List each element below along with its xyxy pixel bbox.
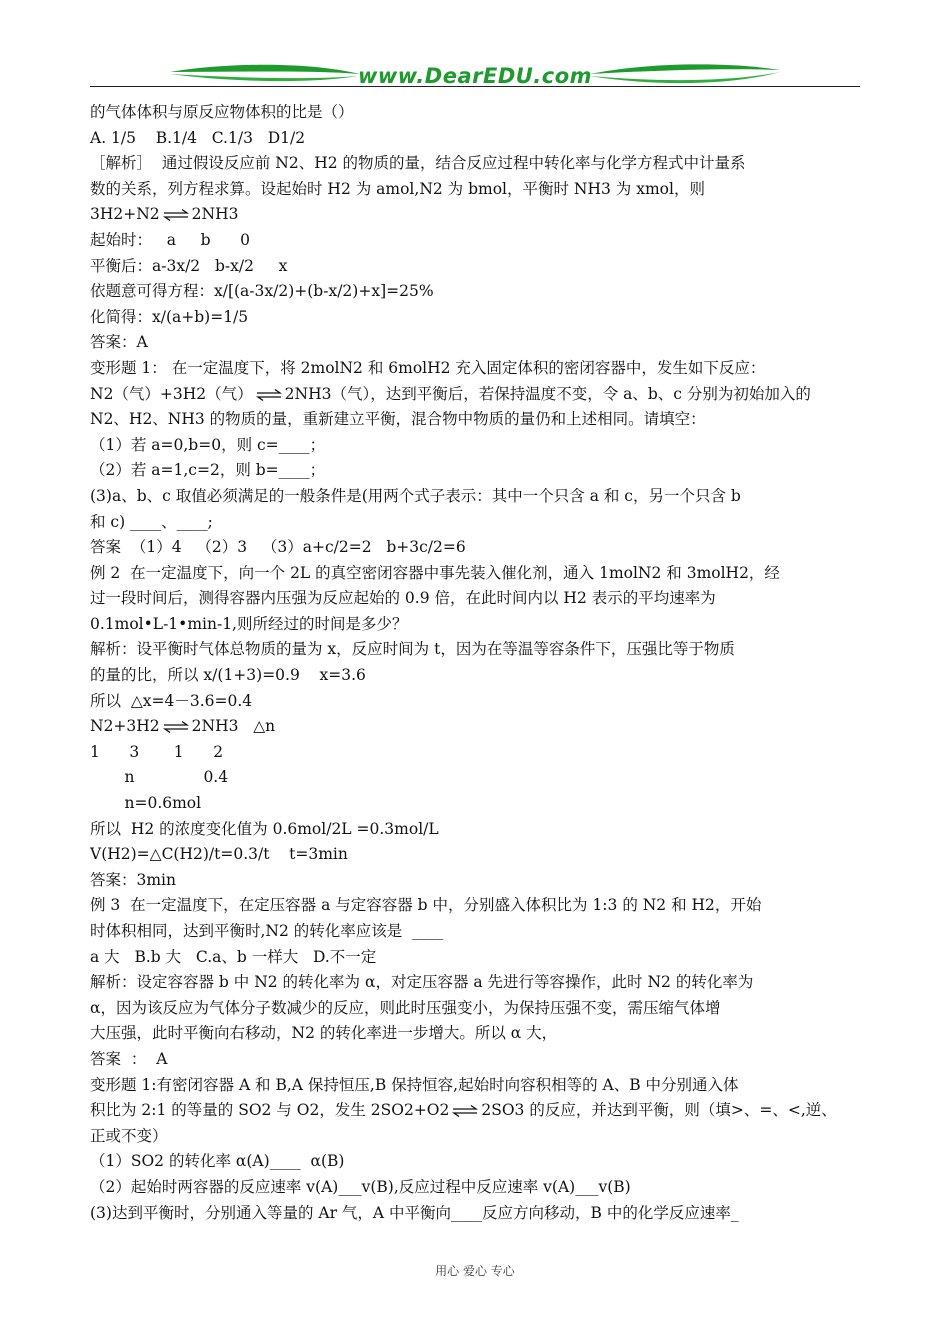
site-logo-text: www.DearEDU.com	[357, 64, 593, 88]
text-line	[90, 151, 862, 177]
text-segment: 变形题 1:有密闭容器 A 和 B,A 保持恒压,B 保持恒容,起始时向容积相等的 A、B 中分别通入体	[90, 1075, 739, 1094]
text-line	[90, 1175, 862, 1201]
text-segment: 的气体体积与原反应物体积的比是（）	[90, 103, 354, 121]
text-line	[90, 791, 862, 817]
text-line	[90, 126, 862, 152]
text-segment: 所以 H2 的浓度变化值为 0.6mol/2L =0.3mol/L	[90, 819, 439, 838]
text-segment: 起始时： a b 0	[90, 230, 251, 249]
text-line	[90, 612, 862, 638]
text-line	[90, 740, 862, 766]
text-segment: (3)a、b、c 取值必须满足的一般条件是(用两个式子表示：其中一个只含 a 和 c，另一个只含 b	[90, 486, 741, 505]
text-line	[90, 330, 862, 356]
text-line	[90, 1021, 862, 1047]
text-line	[90, 1124, 862, 1150]
text-segment: （2）若 a=1,c=2，则 b=____；	[90, 461, 326, 480]
text-segment: (3)达到平衡时，分别通入等量的 Ar 气，A 中平衡向____反应方向移动，B 中的化学反应速率_	[90, 1203, 739, 1222]
text-line	[90, 407, 862, 433]
text-line	[90, 433, 862, 459]
text-line	[90, 996, 862, 1022]
text-segment: 答案 （1）4 （2）3 （3）a+c/2=2 b+3c/2=6	[90, 538, 466, 557]
text-segment: ［解析］ 通过假设反应前 N2、H2 的物质的量，结合反应过程中转化率与化学方程式中计量系	[90, 154, 746, 173]
text-segment: 答案：3min	[90, 870, 176, 889]
text-line	[90, 970, 862, 996]
text-line	[90, 458, 862, 484]
text-line	[90, 1149, 862, 1175]
text-line	[90, 484, 862, 510]
equilibrium-arrow-icon	[162, 209, 190, 221]
text-line	[90, 919, 862, 945]
text-segment: 0.1mol•L-1•min-1,则所经过的时间是多少？	[90, 614, 408, 633]
text-segment: 积比为 2:1 的等量的 SO2 与 O2，发生 2SO2+O2	[90, 1101, 450, 1120]
text-line	[90, 100, 862, 126]
text-line	[90, 637, 862, 663]
text-line	[90, 382, 862, 408]
text-line	[90, 177, 862, 203]
text-line	[90, 893, 862, 919]
text-segment: 答案：A	[90, 333, 148, 352]
text-line	[90, 510, 862, 536]
text-segment: A. 1/5 B.1/4 C.1/3 D1/2	[90, 128, 306, 147]
document-body	[90, 100, 862, 1226]
text-segment: 解析：设平衡时气体总物质的量为 x，反应时间为 t，因为在等温等容条件下，压强比等于物质	[90, 640, 735, 659]
text-line	[90, 586, 862, 612]
text-segment: （2）起始时两容器的反应速率 v(A)___v(B),反应过程中反应速率 v(A)___v(B)	[90, 1177, 631, 1196]
text-segment: 所以 △x=4－3.6=0.4	[90, 691, 253, 710]
text-line	[90, 689, 862, 715]
text-segment: 平衡后：a-3x/2 b-x/2 x	[90, 256, 288, 275]
text-segment: N2、H2、NH3 的物质的量，重新建立平衡，混合物中物质的量仍和上述相同。请填空：	[90, 410, 706, 429]
text-segment: 2NH3	[191, 205, 239, 224]
text-segment: 例 3 在一定温度下，在定压容器 a 与定容容器 b 中，分别盛入体积比为 1:3 的 N2 和 H2，开始	[90, 896, 762, 915]
text-segment: N2+3H2	[90, 717, 160, 736]
text-segment: 2NH3 △n	[191, 717, 276, 736]
text-segment: n=0.6mol	[90, 794, 202, 813]
text-segment: V(H2)=△C(H2)/t=0.3/t t=3min	[90, 845, 348, 864]
text-segment: 正或不变）	[90, 1126, 168, 1145]
text-line	[90, 1073, 862, 1099]
text-line	[90, 945, 862, 971]
text-segment: 数的关系，列方程求算。设起始时 H2 为 amol,N2 为 bmol，平衡时 NH3 为 xmol，则	[90, 179, 705, 198]
text-line	[90, 254, 862, 280]
equilibrium-arrow-icon	[451, 1105, 479, 1117]
text-segment: a 大 B.b 大 C.a、b 一样大 D.不一定	[90, 947, 377, 966]
text-line	[90, 1047, 862, 1073]
text-segment: 时体积相同，达到平衡时,N2 的转化率应该是 ____	[90, 922, 444, 940]
text-line	[90, 356, 862, 382]
text-segment: α，因为该反应为气体分子数减少的反应，则此时压强变小，为保持压强不变，需压缩气体增	[90, 998, 721, 1017]
text-segment: 的量的比，所以 x/(1+3)=0.9 x=3.6	[90, 666, 366, 685]
text-segment: （1）SO2 的转化率 α(A)____ α(B)	[90, 1152, 345, 1171]
text-line	[90, 714, 862, 740]
text-segment: 1 3 1 2	[90, 742, 224, 761]
text-segment: N2（气）+3H2（气）	[90, 384, 253, 403]
text-line	[90, 1098, 862, 1124]
text-segment: 3H2+N2	[90, 205, 160, 224]
text-line	[90, 817, 862, 843]
text-segment: 例 2 在一定温度下，向一个 2L 的真空密闭容器中事先装入催化剂，通入 1molN2 和 3molH2，经	[90, 563, 780, 582]
text-segment: 依题意可得方程：x/[(a-3x/2)+(b-x/2)+x]=25%	[90, 282, 434, 301]
text-line	[90, 561, 862, 587]
text-line	[90, 279, 862, 305]
text-segment: n 0.4	[90, 768, 229, 787]
text-segment: 大压强，此时平衡向右移动，N2 的转化率进一步增大。所以 α 大，	[90, 1024, 558, 1043]
text-segment: （1）若 a=0,b=0，则 c=____；	[90, 435, 326, 454]
site-header	[90, 60, 860, 92]
text-segment: 过一段时间后，测得容器内压强为反应起始的 0.9 倍，在此时间内以 H2 表示的平均速率为	[90, 589, 716, 608]
text-segment: 和 c) ____、____;	[90, 512, 213, 531]
text-line	[90, 535, 862, 561]
text-line	[90, 202, 862, 228]
text-segment: 2NH3（气），达到平衡后，若保持温度不变，令 a、b、c 分别为初始加入的	[284, 384, 811, 403]
text-line	[90, 765, 862, 791]
equilibrium-arrow-icon	[162, 721, 190, 733]
header-divider	[90, 86, 860, 87]
text-line	[90, 842, 862, 868]
text-segment: 2SO3 的反应，并达到平衡，则（填>、=、<,逆、	[481, 1101, 837, 1120]
text-line	[90, 1201, 862, 1227]
text-line	[90, 868, 862, 894]
text-segment: 答案 ： A	[90, 1049, 168, 1068]
text-line	[90, 228, 862, 254]
text-segment: 解析：设定容容器 b 中 N2 的转化率为 α，对定压容器 a 先进行等容操作，此时 N2 的转化率为	[90, 973, 754, 992]
text-segment: 变形题 1： 在一定温度下，将 2molN2 和 6molH2 充入固定体积的密闭容器中，发生如下反应：	[90, 358, 766, 377]
text-line	[90, 305, 862, 331]
equilibrium-arrow-icon	[255, 389, 283, 401]
text-line	[90, 663, 862, 689]
text-segment: 化简得：x/(a+b)=1/5	[90, 307, 249, 326]
page-footer: 用心 爱心 专心	[435, 1264, 515, 1278]
